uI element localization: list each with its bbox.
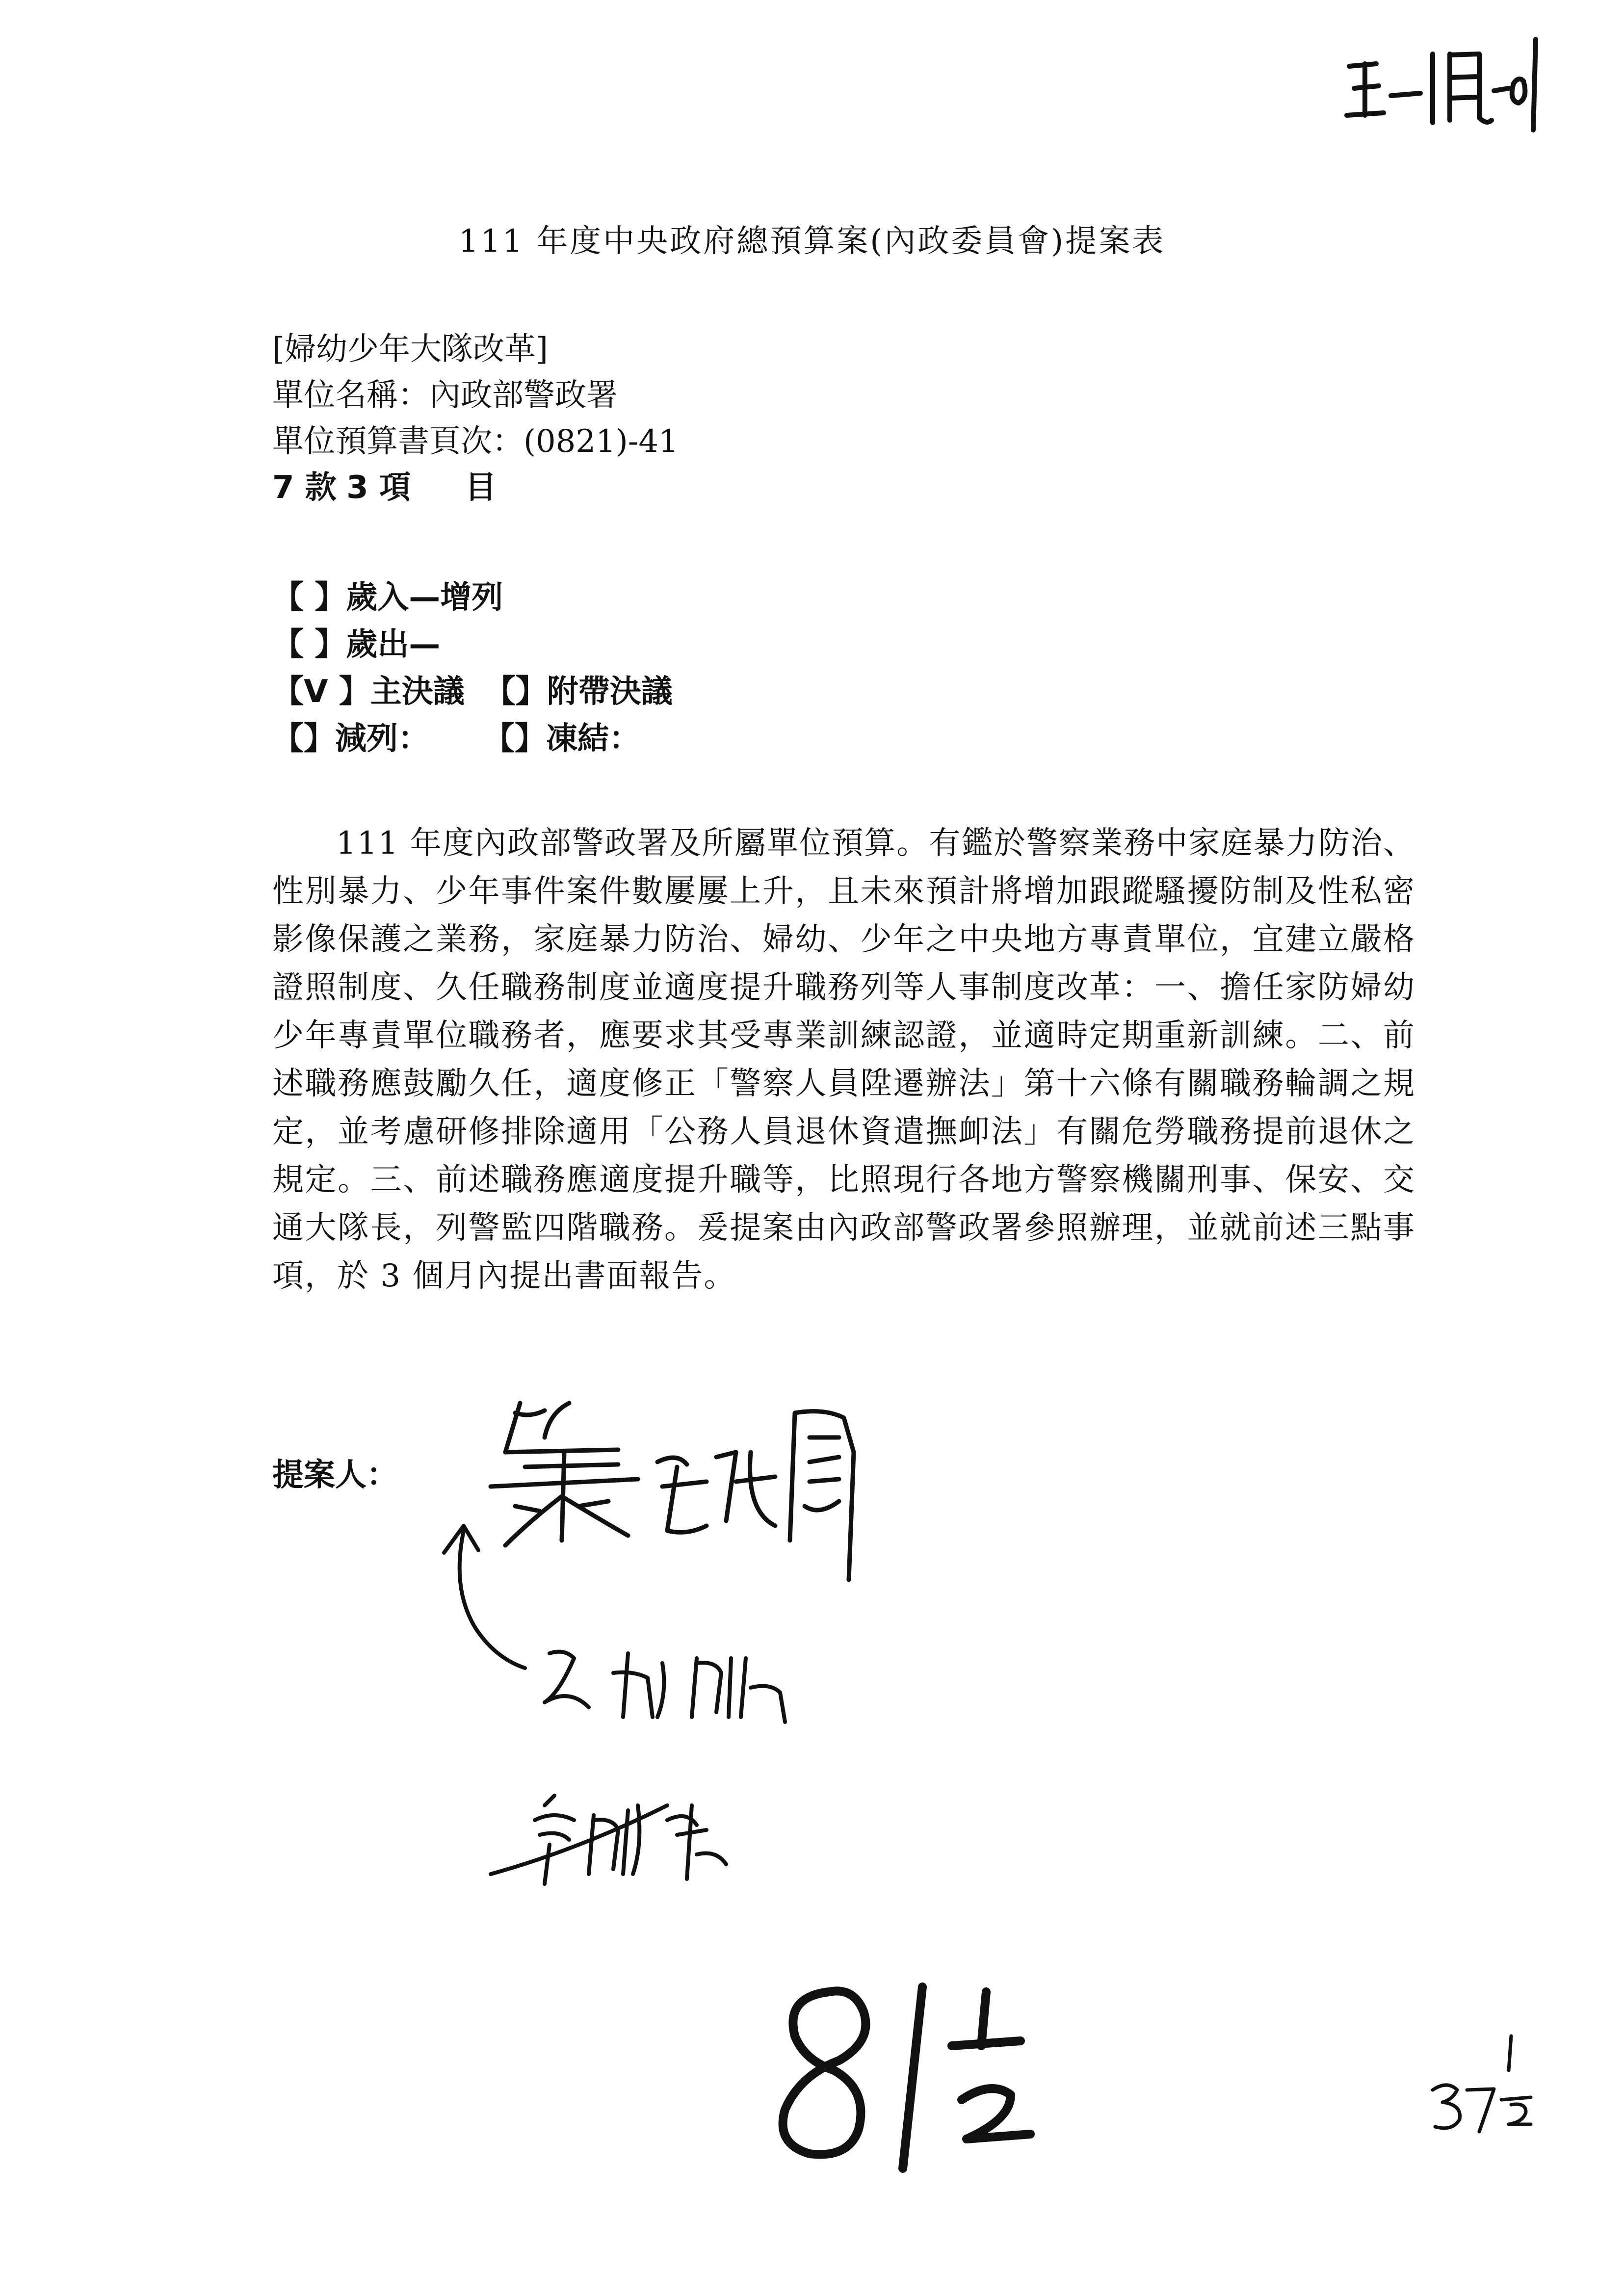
- option-reduce: 【】減列：: [272, 721, 429, 757]
- page-number-ink: [1428, 2026, 1555, 2139]
- section-xiang: 3 項: [346, 470, 411, 506]
- proposer-signature-2: [535, 1634, 810, 1732]
- option-attached-resolution: 【】附帶決議: [484, 674, 673, 710]
- handwritten-total-ink: [756, 1972, 1128, 2178]
- option-resolution-line: [272, 668, 1450, 715]
- proposal-topic: [婦幼少年大隊改革]: [272, 331, 548, 367]
- signature-3-ink: [481, 1776, 785, 1894]
- budget-page-line: 單位預算書頁次：(0821)-41: [272, 423, 679, 460]
- proposal-type-options: [272, 574, 1450, 762]
- proposer-signature-3: [481, 1776, 785, 1894]
- option-main-resolution: 【V 】主決議: [272, 674, 465, 710]
- document-header: [272, 326, 1450, 511]
- section-mu: 目: [465, 470, 497, 506]
- budget-section-line: [272, 465, 1450, 511]
- unit-name-line: 單位名稱：內政部警政署: [272, 377, 618, 414]
- document-title: 111 年度中央政府總預算案(內政委員會)提案表: [458, 223, 1166, 260]
- option-expenditure: 【 】歲出—: [272, 626, 441, 663]
- proposal-body-paragraph: 111 年度內政部警政署及所屬單位預算。有鑑於警察業務中家庭暴力防治、性別暴力、少年事件案件數屢屢上升，且未來預計將增加跟蹤騷擾防制及性私密影像保護之業務，家庭暴力防治、婦幼、少年之中央地方專責單位，宜建立嚴格證照制度、久任職務制度並適度提升職務列等人事制度改革：一、擔任家防婦幼少年專責單位職務者，應要求其受專業訓練認證，並適時定期重新訓練。二、前述職務應鼓勵久任，適度修正「警察人員陞遷辦法」第十六條有關職務輪調之規定，並考慮研修排除適用「公務人員退休資遣撫卹法」有關危勞職務提前退休之規定。三、前述職務應適度提升職等，比照現行各地方警察機關刑事、保安、交通大隊長，列警監四階職務。爰提案由內政部警政署參照辦理，並就前述三點事項，於 3 個月內提出書面報告。: [272, 825, 1415, 1294]
- handwritten-annotation-ink: [1339, 20, 1545, 137]
- proposer-label: 提案人：: [272, 1457, 398, 1493]
- handwritten-reference-annotation: [1339, 20, 1545, 137]
- option-reduce-freeze-line: [272, 715, 1450, 762]
- section-kuan: 7 款: [272, 470, 337, 506]
- option-freeze: 【】凍結：: [483, 721, 640, 757]
- handwritten-page-number: [1428, 2026, 1555, 2139]
- option-revenue-increase: 【 】歲入—增列: [272, 579, 503, 616]
- handwritten-total-mark: [756, 1972, 1128, 2178]
- signature-2-ink: [535, 1634, 810, 1732]
